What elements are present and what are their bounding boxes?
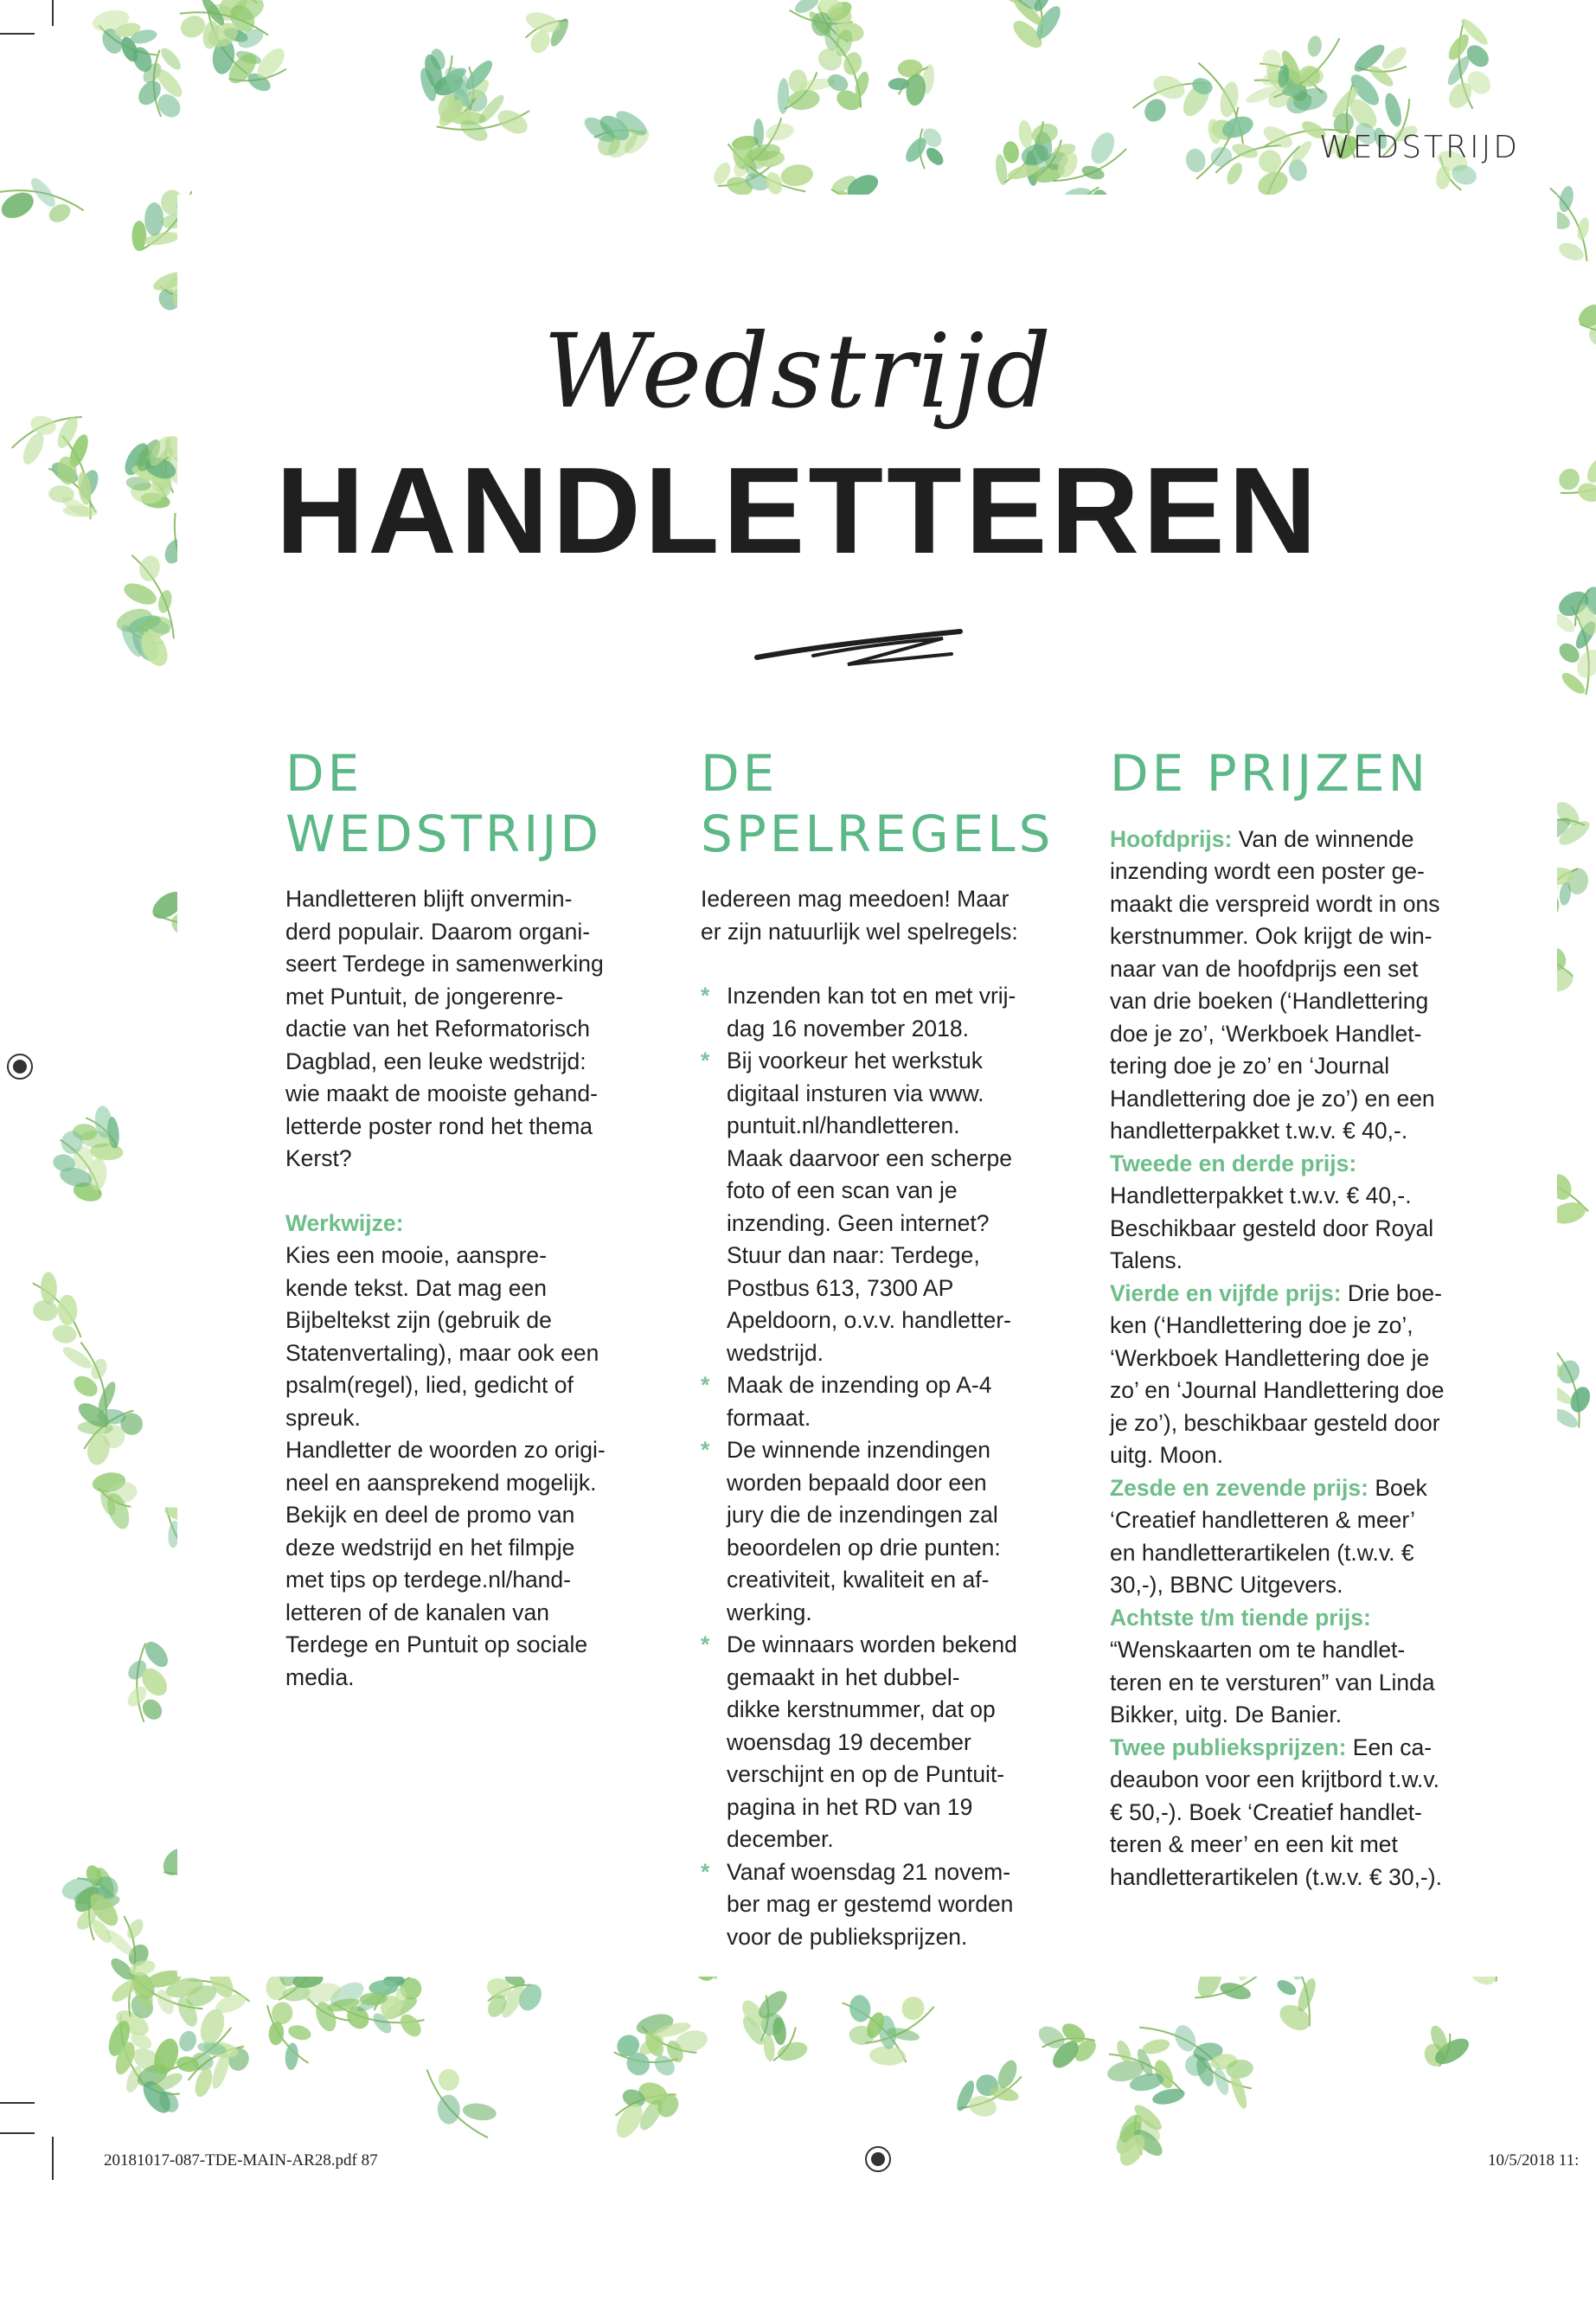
text-line [1110,1634,1490,1667]
registration-mark-icon [7,1054,33,1080]
text-line: puntuit.nl/handletteren. [727,1112,960,1139]
crop-mark [52,0,54,26]
prize-label: Hoofdprijs: [1110,825,1233,852]
leaf-sprig-icon [0,167,89,238]
text-line: wedstrijd. [727,1339,824,1366]
prize-text: deaubon voor een krijtbord t.w.v. [1110,1766,1440,1793]
asterisk-bullet-icon: * [701,1372,710,1399]
text-line [1110,1148,1490,1181]
text-line: met tips op terdege.nl/hand- [285,1567,571,1593]
text-line [1110,1050,1490,1083]
prize-text: kerstnummer. Ook krijgt de win- [1110,923,1433,950]
leaf-sprig-icon [100,594,189,676]
text-line [1110,1115,1490,1148]
text-line: er zijn natuurlijk wel spelregels: [701,918,1018,945]
prize-text: je zo’), beschikbaar gesteld door [1110,1409,1440,1436]
text-line [1110,1472,1490,1505]
text-line: pagina in het RD van 19 [727,1793,973,1820]
text-line: Maak de inzending op A-4 [727,1372,992,1399]
leaf-sprig-icon [944,2053,1037,2133]
text-line: Vanaf woensdag 21 novem- [727,1858,1011,1885]
text-line [1110,1504,1490,1537]
text-line [1110,953,1490,986]
section-tag: WEDSTRIJD [1319,130,1520,165]
text-line: dikke kerstnummer, dat op [727,1696,996,1723]
leaf-sprig-icon [805,22,886,121]
text-line [1110,824,1490,856]
rule-item [701,1045,1064,1369]
prize-text: uitg. Moon. [1110,1442,1224,1469]
column-spelregels [701,744,1064,1953]
text-line: Inzenden kan tot en met vrij- [727,983,1016,1009]
text-line: Iedereen mag meedoen! Maar [701,886,1010,913]
text-line [1110,1439,1490,1472]
text-line: Bijbeltekst zijn (gebruik de [285,1307,552,1334]
prize-text: Een ca- [1346,1734,1433,1760]
text-line [1110,856,1490,888]
column-heading: DE PRIJZEN [1110,744,1429,803]
prize-text: Van de winnende [1232,825,1414,852]
crop-mark [0,33,35,35]
text-line: Apeldoorn, o.v.v. handletter- [727,1307,1011,1334]
rule-item [701,1629,1064,1856]
prize-text: handletterpakket t.w.v. € 40,-. [1110,1118,1408,1144]
text-line [1110,985,1490,1018]
text-line: Maak daarvoor een scherpe [727,1144,1012,1171]
prize-text: en handletterartikelen (t.w.v. € [1110,1539,1414,1566]
text-line: gemaakt in het dubbel- [727,1663,960,1690]
text-line: werking. [727,1599,812,1625]
leaf-sprig-icon [1003,0,1070,55]
text-line: seert Terdege in samenwerking [285,951,604,977]
text-line: digitaal insturen via www. [727,1080,984,1106]
leaf-sprig-icon [599,2068,690,2146]
prize-label: Vierde en vijfde prijs: [1110,1279,1342,1306]
prize-text: Handlettering doe je zo’) en een [1110,1085,1435,1112]
asterisk-bullet-icon: * [701,1631,710,1658]
leaf-sprig-icon [580,104,656,165]
prize-text: doe je zo’, ‘Werkboek Handlet- [1110,1020,1422,1047]
prize-text: maakt die verspreid wordt in ons [1110,890,1440,917]
leaf-sprig-icon [1125,56,1221,137]
column-prijzen [1110,744,1490,1894]
text-line: creativiteit, kwaliteit en af- [727,1567,990,1593]
text-line: woensdag 19 december [727,1728,971,1755]
leaf-sprig-icon [73,1458,155,1538]
column-heading: DE SPELREGELS [701,744,1054,863]
leaf-sprig-icon [877,43,951,117]
text-line [1110,1537,1490,1570]
text-line: De winnende inzendingen [727,1437,990,1464]
intro-text [285,883,640,1176]
crop-mark [0,2132,35,2134]
text-line: worden bepaald door een [727,1469,987,1496]
text-line [1110,1829,1490,1862]
prize-text: 30,-), BBNC Uitgevers. [1110,1572,1343,1599]
text-line [1110,1569,1490,1602]
text-line [1110,1764,1490,1797]
text-line [1110,1213,1490,1246]
text-line [1110,1343,1490,1375]
text-line: inzending. Geen internet? [727,1209,990,1236]
text-line [1110,1602,1490,1635]
text-line: wie maakt de mooiste gehand- [285,1080,598,1107]
prize-text: teren en te versturen” van Linda [1110,1669,1435,1695]
text-line: derd populair. Daarom organi- [285,918,591,945]
prize-text: teren & meer’ en een kit met [1110,1831,1398,1858]
text-line: dag 16 november 2018. [727,1015,969,1042]
text-line [1110,1667,1490,1700]
text-line: Postbus 613, 7300 AP [727,1274,954,1301]
text-line: december. [727,1826,834,1853]
text-line: psalm(regel), lied, gedicht of [285,1372,574,1399]
footer-filename: 20181017-087-TDE-MAIN-AR28.pdf 87 [104,2151,378,2170]
text-line: Kies een mooie, aanspre- [285,1242,547,1269]
text-line [1110,1180,1490,1213]
prize-label: Zesde en zevende prijs: [1110,1474,1368,1501]
footer-date: 10/5/2018 11: [1488,2151,1580,2170]
leaf-sprig-icon [1415,2020,1477,2080]
prize-text: Handletterpakket t.w.v. € 40,-. [1110,1183,1412,1209]
prize-text: € 50,-). Boek ‘Creatief handlet- [1110,1798,1422,1825]
text-line: verschijnt en op de Puntuit- [727,1761,1005,1788]
asterisk-bullet-icon: * [701,1048,710,1074]
text-line [1110,1732,1490,1765]
text-line: formaat. [727,1404,811,1431]
text-line [1110,1245,1490,1278]
prize-text: “Wenskaarten om te handlet- [1110,1637,1406,1663]
rule-item [701,1434,1064,1629]
title-script: Wedstrijd [542,311,1054,431]
text-line: letterde poster rond het thema [285,1112,593,1139]
leaf-sprig-icon [1106,2098,1170,2172]
werkwijze-text [285,1240,640,1694]
prize-text: Talens. [1110,1247,1183,1274]
text-line: met Puntuit, de jongerenre- [285,983,564,1009]
crop-mark [0,2102,35,2104]
text-line [1110,1278,1490,1311]
prize-text: zo’ en ‘Journal Handlettering doe [1110,1377,1445,1404]
text-line: spreuk. [285,1404,361,1431]
rule-item [701,1856,1064,1954]
prize-text: van drie boeken (‘Handlettering [1110,988,1429,1015]
text-line: deze wedstrijd en het filmpje [285,1534,575,1561]
prize-text: ‘Creatief handletteren & meer’ [1110,1507,1416,1534]
text-line: media. [285,1663,355,1690]
prize-text: naar van de hoofdprijs een set [1110,955,1419,982]
text-line: neel en aansprekend mogelijk. [285,1469,597,1496]
prize-text: Bikker, uitg. De Banier. [1110,1702,1343,1728]
text-line: Handletter de woorden zo origi- [285,1437,606,1464]
text-line: Statenvertaling), maar ook een [285,1339,599,1366]
column-heading: DE WEDSTRIJD [285,744,603,863]
leaf-sprig-icon [901,124,947,170]
rule-item [701,1369,1064,1434]
werkwijze-label: Werkwijze: [285,1209,404,1236]
text-line: Kerst? [285,1145,352,1172]
text-line: voor de publieksprijzen. [727,1923,968,1950]
prize-label: Twee publieksprijzen: [1110,1734,1347,1760]
scribble-underline-icon [753,623,977,675]
prize-label: Achtste t/m tiende prijs: [1110,1604,1371,1631]
prize-text: ‘Werkboek Handlettering doe je [1110,1344,1430,1371]
asterisk-bullet-icon: * [701,1858,710,1885]
asterisk-bullet-icon: * [701,1437,710,1464]
text-line: Handletteren blijft onvermin- [285,886,573,913]
text-line [1110,1699,1490,1732]
asterisk-bullet-icon: * [701,983,710,1009]
registration-mark-icon [865,2146,891,2172]
text-line: Stuur dan naar: Terdege, [727,1242,980,1269]
text-line: De winnaars worden bekend [727,1631,1017,1658]
text-line: Dagblad, een leuke wedstrijd: [285,1048,586,1074]
rule-item [701,980,1064,1045]
rules-list [701,980,1064,1953]
column-wedstrijd [285,744,640,1694]
text-line [1110,1018,1490,1051]
text-line: kende tekst. Dat mag een [285,1274,547,1301]
prize-text: inzending wordt een poster ge- [1110,858,1425,885]
text-line: Terdege en Puntuit op sociale [285,1631,588,1658]
prizes-text [1110,824,1490,1894]
text-line [1110,920,1490,953]
text-line: Bekijk en deel de promo van [285,1502,575,1529]
intro-text [701,883,1064,948]
text-line [1110,1797,1490,1830]
leaf-sprig-icon [248,1991,328,2076]
prize-text: handletterartikelen (t.w.v. € 30,-). [1110,1863,1442,1890]
leaf-sprig-icon [513,0,580,61]
leaf-sprig-icon [124,1637,173,1723]
leaf-sprig-icon [1033,2016,1103,2076]
leaf-sprig-icon [406,2051,509,2157]
text-line [1110,1375,1490,1407]
text-line: foto of een scan van je [727,1177,958,1204]
text-line [1110,1310,1490,1343]
page-title: HANDLETTEREN [275,442,1321,580]
leaf-sprig-icon [1436,13,1497,113]
text-line [1110,888,1490,921]
text-line: beoordelen op drie punten: [727,1534,1001,1561]
text-line: letteren of de kanalen van [285,1599,549,1625]
prize-text: tering doe je zo’ en ‘Journal [1110,1053,1390,1080]
text-line [1110,1862,1490,1894]
text-line: Bij voorkeur het werkstuk [727,1048,984,1074]
crop-mark [52,2137,54,2180]
prize-text: Beschikbaar gesteld door Royal [1110,1215,1434,1241]
prize-text: Drie boe- [1341,1279,1442,1306]
text-line [1110,1407,1490,1440]
prize-label: Tweede en derde prijs: [1110,1150,1357,1176]
text-line: jury die de inzendingen zal [727,1502,998,1529]
prize-text: Boek [1368,1474,1427,1501]
text-line [1110,1083,1490,1116]
text-line: ber mag er gestemd worden [727,1891,1014,1918]
prize-text: ken (‘Handlettering doe je zo’, [1110,1312,1413,1339]
text-line: dactie van het Reformatorisch [285,1016,591,1042]
leaf-sprig-icon [12,1264,101,1356]
